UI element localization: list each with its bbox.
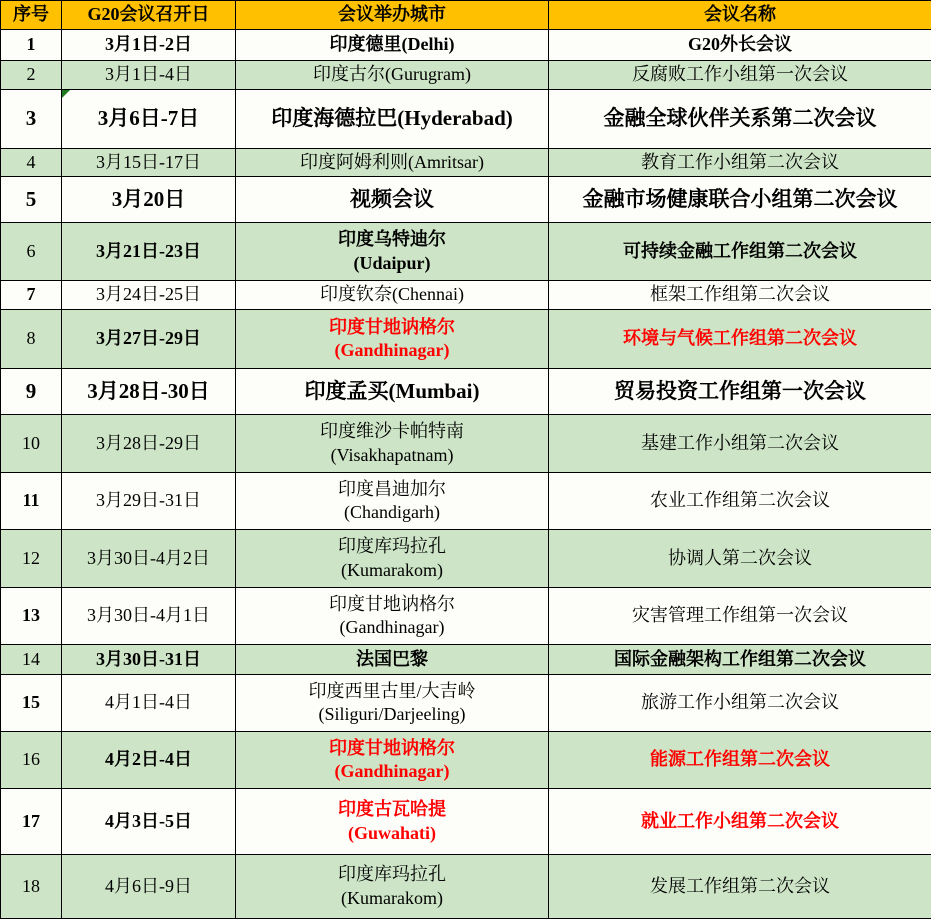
- city-line-2: (Gandhinagar): [334, 761, 450, 781]
- cell-index[interactable]: 2: [1, 61, 62, 90]
- city-line-1: 法国巴黎: [356, 648, 428, 669]
- cell-city[interactable]: [236, 675, 549, 732]
- city-line-1: 印度乌特迪尔: [338, 229, 446, 250]
- table-row: [1, 30, 931, 61]
- cell-error-indicator-icon: [62, 90, 70, 98]
- city-line-2: (Siliguri/Darjeeling): [318, 704, 466, 724]
- cell-date[interactable]: [62, 588, 236, 645]
- cell-index[interactable]: 3: [1, 90, 62, 149]
- date-text: 4月3日-5日: [105, 810, 192, 831]
- table-row: [1, 732, 931, 789]
- table-row: [1, 588, 931, 645]
- cell-date[interactable]: [62, 310, 236, 369]
- date-text: 3月29日-31日: [96, 490, 201, 511]
- city-line-1: 视频会议: [350, 186, 434, 211]
- date-text: 4月1日-4日: [105, 692, 192, 713]
- cell-date[interactable]: [62, 855, 236, 919]
- cell-city[interactable]: [236, 473, 549, 530]
- cell-city[interactable]: [236, 645, 549, 675]
- cell-meeting-name[interactable]: 教育工作小组第二次会议: [549, 149, 931, 177]
- table-row: [1, 675, 931, 732]
- cell-city[interactable]: [236, 30, 549, 61]
- date-text: 3月21日-23日: [96, 240, 201, 261]
- cell-meeting-name[interactable]: 能源工作组第二次会议: [549, 732, 931, 789]
- cell-meeting-name[interactable]: 基建工作小组第二次会议: [549, 415, 931, 473]
- table-row: [1, 855, 931, 919]
- header-cell-name[interactable]: 会议名称: [549, 1, 931, 30]
- cell-index[interactable]: 14: [1, 645, 62, 675]
- cell-city[interactable]: [236, 369, 549, 415]
- cell-index[interactable]: 18: [1, 855, 62, 919]
- date-text: 3月6日-7日: [97, 106, 200, 131]
- city-line-1: 印度西里古里/大吉岭: [308, 680, 476, 701]
- cell-meeting-name[interactable]: 灾害管理工作组第一次会议: [549, 588, 931, 645]
- cell-index[interactable]: 4: [1, 149, 62, 177]
- table-row: [1, 530, 931, 588]
- table-header: [1, 1, 931, 30]
- cell-meeting-name[interactable]: 金融全球伙伴关系第二次会议: [549, 90, 931, 149]
- cell-city[interactable]: [236, 310, 549, 369]
- cell-city[interactable]: [236, 530, 549, 588]
- cell-date[interactable]: [62, 645, 236, 675]
- city-line-1: 印度孟买(Mumbai): [304, 378, 480, 403]
- cell-date[interactable]: [62, 149, 236, 177]
- cell-index[interactable]: 10: [1, 415, 62, 473]
- date-text: 3月1日-4日: [105, 64, 192, 85]
- city-line-2: (Gandhinagar): [334, 340, 450, 360]
- city-line-1: 印度维沙卡帕特南: [320, 421, 464, 442]
- cell-meeting-name[interactable]: 协调人第二次会议: [549, 530, 931, 588]
- table-row: [1, 789, 931, 855]
- cell-date[interactable]: [62, 90, 236, 149]
- city-line-2: (Kumarakom): [341, 559, 443, 580]
- city-line-1: 印度甘地讷格尔: [329, 737, 455, 758]
- cell-index[interactable]: 13: [1, 588, 62, 645]
- city-line-1: 印度德里(Delhi): [329, 34, 455, 55]
- table-row: [1, 369, 931, 415]
- cell-city[interactable]: [236, 223, 549, 281]
- cell-date[interactable]: [62, 281, 236, 310]
- date-text: 3月24日-25日: [96, 284, 201, 305]
- city-line-1: 印度阿姆利则(Amritsar): [300, 151, 484, 172]
- city-line-1: 印度昌迪加尔: [338, 478, 446, 499]
- cell-index[interactable]: 11: [1, 473, 62, 530]
- table-row: [1, 473, 931, 530]
- cell-index[interactable]: 12: [1, 530, 62, 588]
- city-line-2: (Chandigarh): [344, 502, 440, 522]
- table-row: [1, 310, 931, 369]
- cell-date[interactable]: [62, 369, 236, 415]
- city-line-1: 印度古瓦哈提: [338, 799, 446, 820]
- cell-meeting-name[interactable]: 金融市场健康联合小组第二次会议: [549, 177, 931, 223]
- date-text: 4月6日-9日: [105, 875, 192, 896]
- date-text: 3月1日-2日: [105, 34, 192, 55]
- cell-date[interactable]: [62, 30, 236, 61]
- cell-city[interactable]: [236, 90, 549, 149]
- city-line-2: (Udaipur): [353, 252, 431, 273]
- header-cell-index[interactable]: 序号: [1, 1, 62, 30]
- cell-index[interactable]: 17: [1, 789, 62, 855]
- city-line-2: (Gandhinagar): [339, 617, 445, 637]
- cell-date[interactable]: [62, 789, 236, 855]
- table-row: [1, 177, 931, 223]
- cell-index[interactable]: 6: [1, 223, 62, 281]
- header-cell-date[interactable]: G20会议召开日: [62, 1, 236, 30]
- city-line-1: 印度海德拉巴(Hyderabad): [271, 106, 513, 131]
- cell-meeting-name[interactable]: G20外长会议: [549, 30, 931, 61]
- cell-city[interactable]: [236, 281, 549, 310]
- city-line-1: 印度甘地讷格尔: [329, 593, 455, 614]
- city-line-1: 印度古尔(Gurugram): [313, 64, 471, 85]
- table-row: [1, 90, 931, 149]
- cell-meeting-name[interactable]: 就业工作小组第二次会议: [549, 789, 931, 855]
- cell-index[interactable]: 9: [1, 369, 62, 415]
- cell-meeting-name[interactable]: 反腐败工作小组第一次会议: [549, 61, 931, 90]
- table-row: [1, 61, 931, 90]
- table-row: [1, 149, 931, 177]
- cell-city[interactable]: [236, 732, 549, 789]
- cell-index[interactable]: 5: [1, 177, 62, 223]
- date-text: 3月28日-30日: [87, 378, 210, 403]
- table-row: [1, 645, 931, 675]
- cell-date[interactable]: [62, 473, 236, 530]
- cell-index[interactable]: 15: [1, 675, 62, 732]
- cell-date[interactable]: [62, 675, 236, 732]
- cell-meeting-name[interactable]: 国际金融架构工作组第二次会议: [549, 645, 931, 675]
- city-line-1: 印度库玛拉孔: [338, 864, 446, 885]
- cell-meeting-name[interactable]: 可持续金融工作组第二次会议: [549, 223, 931, 281]
- cell-meeting-name[interactable]: 框架工作组第二次会议: [549, 281, 931, 310]
- date-text: 3月27日-29日: [96, 328, 201, 349]
- city-line-2: (Kumarakom): [341, 887, 443, 908]
- date-text: 3月30日-4月1日: [87, 605, 210, 626]
- cell-meeting-name[interactable]: 农业工作组第二次会议: [549, 473, 931, 530]
- cell-index[interactable]: 1: [1, 30, 62, 61]
- date-text: 3月15日-17日: [96, 151, 201, 172]
- cell-date[interactable]: [62, 61, 236, 90]
- city-line-2: (Guwahati): [347, 822, 436, 843]
- cell-city[interactable]: [236, 177, 549, 223]
- header-row: [1, 1, 931, 30]
- table-body: [1, 30, 931, 919]
- city-line-1: 印度钦奈(Chennai): [320, 284, 464, 305]
- cell-meeting-name[interactable]: 发展工作组第二次会议: [549, 855, 931, 919]
- cell-index[interactable]: 8: [1, 310, 62, 369]
- date-text: 3月30日-31日: [96, 648, 201, 669]
- date-text: 3月28日-29日: [96, 432, 201, 453]
- cell-city[interactable]: [236, 789, 549, 855]
- cell-city[interactable]: [236, 588, 549, 645]
- cell-meeting-name[interactable]: 贸易投资工作组第一次会议: [549, 369, 931, 415]
- table-row: [1, 223, 931, 281]
- cell-city[interactable]: [236, 855, 549, 919]
- date-text: 4月2日-4日: [105, 749, 192, 770]
- cell-index[interactable]: 7: [1, 281, 62, 310]
- table-row: [1, 415, 931, 473]
- cell-meeting-name[interactable]: 旅游工作小组第二次会议: [549, 675, 931, 732]
- cell-city[interactable]: [236, 61, 549, 90]
- cell-meeting-name[interactable]: 环境与气候工作组第二次会议: [549, 310, 931, 369]
- cell-index[interactable]: 16: [1, 732, 62, 789]
- city-line-2: (Visakhapatnam): [330, 444, 454, 465]
- cell-date[interactable]: [62, 732, 236, 789]
- city-line-1: 印度甘地讷格尔: [329, 316, 455, 337]
- cell-date[interactable]: [62, 223, 236, 281]
- city-line-1: 印度库玛拉孔: [338, 536, 446, 557]
- cell-date[interactable]: [62, 530, 236, 588]
- cell-date[interactable]: [62, 415, 236, 473]
- cell-date[interactable]: [62, 177, 236, 223]
- date-text: 3月20日: [111, 186, 186, 211]
- cell-city[interactable]: [236, 149, 549, 177]
- header-cell-city[interactable]: 会议举办城市: [236, 1, 549, 30]
- table-row: [1, 281, 931, 310]
- date-text: 3月30日-4月2日: [87, 547, 210, 568]
- cell-city[interactable]: [236, 415, 549, 473]
